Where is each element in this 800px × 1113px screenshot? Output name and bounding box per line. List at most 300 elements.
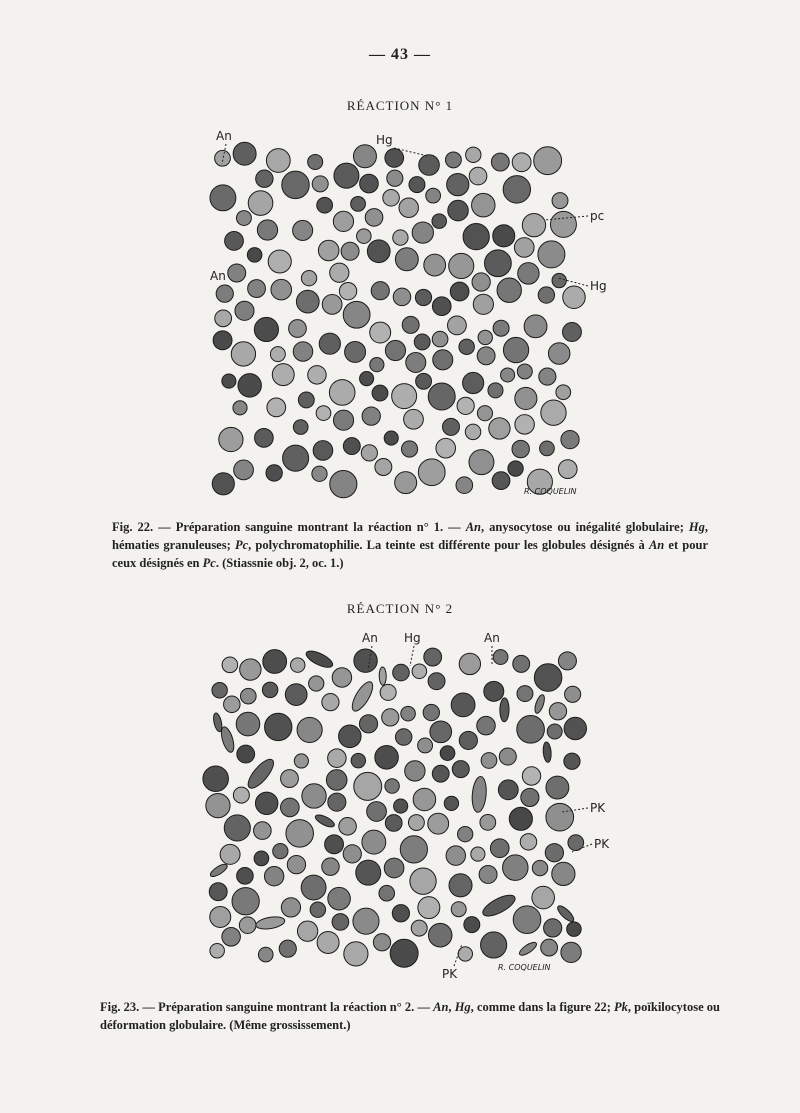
blood-cell bbox=[264, 867, 283, 886]
blood-cell bbox=[472, 273, 490, 291]
blood-cell bbox=[304, 648, 335, 671]
blood-cell bbox=[548, 343, 570, 365]
blood-cell bbox=[329, 380, 355, 406]
blood-cell bbox=[384, 858, 404, 878]
blood-cell bbox=[293, 342, 312, 361]
blood-cell bbox=[354, 649, 377, 672]
blood-cell bbox=[212, 712, 223, 732]
blood-cell bbox=[258, 947, 273, 962]
blood-cell bbox=[297, 717, 322, 742]
blood-cell bbox=[458, 947, 472, 961]
blood-cell bbox=[449, 874, 472, 897]
blood-cell bbox=[564, 717, 586, 739]
caption-text: , bbox=[448, 1000, 455, 1014]
blood-cell bbox=[206, 793, 230, 817]
blood-cell bbox=[312, 466, 327, 481]
blood-cell bbox=[238, 374, 261, 397]
blood-cell bbox=[372, 385, 388, 401]
blood-cell bbox=[406, 352, 426, 372]
blood-cell bbox=[385, 149, 404, 168]
blood-cell bbox=[236, 712, 260, 736]
blood-cell bbox=[446, 846, 465, 865]
figure-1-title: RÉACTION N° 1 bbox=[346, 98, 454, 113]
blood-cell bbox=[333, 211, 353, 231]
blood-cell bbox=[481, 753, 497, 769]
blood-cell bbox=[379, 667, 386, 685]
blood-cell bbox=[517, 686, 533, 702]
label-an-top-right: An bbox=[484, 631, 500, 645]
blood-cell bbox=[513, 655, 530, 672]
blood-cell bbox=[479, 865, 497, 883]
blood-cell bbox=[298, 392, 314, 408]
blood-cell bbox=[344, 942, 368, 966]
label-an-top: An bbox=[216, 129, 232, 143]
blood-cell bbox=[565, 686, 581, 702]
blood-cell bbox=[302, 784, 326, 808]
blood-cell bbox=[515, 387, 537, 409]
blood-cell bbox=[308, 154, 323, 169]
blood-cell bbox=[248, 280, 266, 298]
blood-cell bbox=[445, 152, 461, 168]
blood-cell bbox=[357, 229, 372, 244]
blood-cell bbox=[392, 905, 409, 922]
blood-cell bbox=[353, 145, 376, 168]
blood-cell bbox=[296, 290, 319, 313]
caption-text: — Préparation sanguine montrant la réaction n° 2. — bbox=[139, 1000, 434, 1014]
blood-cell bbox=[522, 213, 545, 236]
blood-cell bbox=[228, 264, 246, 282]
blood-cell bbox=[533, 694, 546, 715]
blood-cell bbox=[503, 855, 529, 881]
blood-cell bbox=[517, 364, 532, 379]
blood-cell bbox=[518, 940, 539, 957]
blood-cell bbox=[521, 788, 539, 806]
blood-cell bbox=[235, 301, 254, 320]
blood-cell bbox=[232, 888, 259, 915]
blood-cell bbox=[432, 297, 451, 316]
blood-cell bbox=[416, 373, 432, 389]
blood-cell bbox=[309, 676, 324, 691]
blood-cell bbox=[493, 650, 508, 665]
caption-abbr: An bbox=[648, 538, 665, 552]
blood-cell bbox=[268, 250, 291, 273]
blood-cell bbox=[399, 198, 418, 217]
blood-cell bbox=[384, 431, 398, 445]
blood-cell bbox=[256, 170, 273, 187]
blood-cell bbox=[393, 664, 410, 681]
blood-cell bbox=[452, 761, 469, 778]
blood-cell bbox=[477, 406, 492, 421]
blood-cell bbox=[471, 847, 485, 861]
blood-cell bbox=[237, 745, 255, 763]
blood-cell bbox=[428, 813, 449, 834]
blood-cell bbox=[330, 471, 357, 498]
caption-text: , hématies granuleuses; bbox=[112, 520, 708, 552]
caption-fig-number: Fig. 23. bbox=[100, 1000, 140, 1014]
blood-cell bbox=[522, 767, 540, 785]
blood-cell bbox=[449, 253, 474, 278]
figure-2-plate bbox=[200, 626, 620, 982]
blood-cell bbox=[410, 868, 436, 894]
blood-cell bbox=[473, 294, 493, 314]
blood-cell bbox=[547, 724, 562, 739]
blood-cell bbox=[498, 780, 518, 800]
figure-1-plate bbox=[208, 122, 608, 512]
caption-abbr: Pc bbox=[234, 538, 249, 552]
blood-cell bbox=[297, 921, 317, 941]
blood-cell bbox=[356, 860, 381, 885]
blood-cell bbox=[254, 822, 272, 840]
blood-cell bbox=[222, 374, 236, 388]
blood-cell bbox=[212, 683, 227, 698]
caption-fig-number: Fig. 22. bbox=[112, 520, 154, 534]
label-hg-top: Hg bbox=[376, 133, 393, 147]
blood-cell bbox=[375, 746, 399, 770]
blood-cell bbox=[222, 657, 238, 673]
blood-cell bbox=[426, 188, 441, 203]
blood-cell bbox=[325, 835, 344, 854]
blood-cell bbox=[222, 928, 241, 947]
blood-cell bbox=[330, 263, 349, 282]
blood-cell bbox=[328, 749, 347, 768]
blood-cell bbox=[393, 230, 408, 245]
blood-cell bbox=[385, 779, 399, 793]
blood-cell bbox=[552, 273, 566, 287]
blood-cell bbox=[457, 397, 474, 414]
blood-cell bbox=[318, 240, 339, 261]
blood-cell bbox=[267, 398, 286, 417]
blood-cell bbox=[334, 163, 359, 188]
blood-cell bbox=[255, 915, 286, 931]
blood-cell bbox=[540, 441, 555, 456]
blood-cell bbox=[266, 149, 290, 173]
label-an-left: An bbox=[210, 269, 226, 283]
blood-cell bbox=[428, 673, 445, 690]
blood-cell bbox=[237, 868, 254, 885]
blood-cell bbox=[213, 331, 232, 350]
caption-abbr: Pk bbox=[614, 1000, 628, 1014]
blood-cell bbox=[326, 770, 347, 791]
blood-cell bbox=[360, 372, 374, 386]
blood-cell bbox=[395, 248, 418, 271]
blood-cell bbox=[359, 715, 377, 733]
blood-cell bbox=[283, 445, 309, 471]
blood-cell bbox=[432, 331, 448, 347]
blood-cell bbox=[459, 731, 477, 749]
blood-cell bbox=[499, 748, 516, 765]
blood-cell bbox=[210, 943, 225, 958]
blood-cell bbox=[440, 746, 455, 761]
blood-cell bbox=[233, 142, 256, 165]
blood-cell bbox=[322, 294, 342, 314]
blood-cell bbox=[322, 858, 340, 876]
blood-cell bbox=[225, 232, 244, 251]
caption-text: et pour ceux désignés en bbox=[112, 538, 709, 570]
blood-cell bbox=[263, 650, 287, 674]
blood-cell bbox=[257, 220, 277, 240]
blood-cell bbox=[219, 427, 243, 451]
blood-cell bbox=[395, 729, 412, 746]
blood-cell bbox=[558, 460, 577, 479]
caption-text: , polychromatophilie. La teinte est différente pour les globules désignés à bbox=[248, 538, 649, 552]
blood-cell bbox=[231, 342, 255, 366]
blood-cell bbox=[281, 798, 300, 817]
blood-cell bbox=[333, 410, 353, 430]
blood-cell bbox=[538, 241, 565, 268]
blood-cell bbox=[289, 320, 307, 338]
blood-cell bbox=[532, 886, 555, 909]
blood-cell bbox=[477, 716, 496, 735]
blood-cell bbox=[518, 263, 539, 284]
blood-cell bbox=[545, 844, 563, 862]
blood-cell bbox=[382, 709, 399, 726]
blood-cell bbox=[514, 238, 534, 258]
blood-cell bbox=[562, 323, 581, 342]
blood-cell bbox=[501, 368, 515, 382]
blood-cell bbox=[240, 659, 261, 680]
blood-cell bbox=[497, 278, 521, 302]
label-pk-bottom: PK bbox=[442, 967, 458, 981]
blood-cell bbox=[448, 200, 469, 221]
blood-cell bbox=[465, 424, 480, 439]
blood-cell bbox=[272, 364, 294, 386]
blood-cell bbox=[512, 153, 531, 172]
label-pk-2: PK bbox=[594, 837, 610, 851]
blood-cell bbox=[477, 347, 495, 365]
blood-cell bbox=[442, 418, 459, 435]
blood-cell bbox=[450, 282, 469, 301]
blood-cell bbox=[472, 193, 496, 217]
blood-cell bbox=[390, 939, 418, 967]
blood-cell bbox=[285, 684, 307, 706]
blood-cell bbox=[247, 248, 262, 263]
blood-cell bbox=[220, 844, 240, 864]
blood-cell bbox=[215, 310, 232, 327]
blood-cell bbox=[286, 820, 314, 848]
caption-abbr: An bbox=[433, 1000, 449, 1014]
blood-cell bbox=[401, 706, 416, 721]
blood-cell bbox=[411, 920, 427, 936]
blood-cell bbox=[550, 211, 576, 237]
blood-cell bbox=[409, 177, 425, 193]
blood-cell bbox=[312, 176, 328, 192]
blood-cell bbox=[436, 438, 456, 458]
blood-cell bbox=[488, 383, 503, 398]
blood-cell bbox=[517, 716, 545, 744]
blood-cell bbox=[375, 459, 392, 476]
blood-cell bbox=[273, 843, 288, 858]
blood-cell bbox=[520, 834, 537, 851]
blood-cell bbox=[447, 174, 469, 196]
blood-cell bbox=[362, 407, 380, 425]
blood-cell bbox=[343, 845, 361, 863]
blood-cell bbox=[360, 174, 379, 193]
blood-cell bbox=[385, 815, 402, 832]
blood-cell bbox=[561, 942, 581, 962]
blood-cell bbox=[400, 836, 427, 863]
blood-cell bbox=[480, 814, 496, 830]
blood-cell bbox=[341, 242, 359, 260]
label-hg-top: Hg bbox=[404, 631, 421, 645]
blood-cell bbox=[493, 320, 509, 336]
blood-cell bbox=[317, 197, 333, 213]
blood-cell bbox=[532, 860, 547, 875]
blood-cell bbox=[301, 270, 316, 285]
caption-text: . (Stiassnie obj. 2, oc. 1.) bbox=[215, 556, 344, 570]
blood-cell bbox=[546, 776, 569, 799]
blood-cell bbox=[254, 317, 278, 341]
blood-cell bbox=[380, 684, 396, 700]
label-pc: pc bbox=[590, 209, 605, 223]
blood-cell bbox=[209, 883, 227, 901]
blood-cell bbox=[542, 742, 552, 763]
blood-cell bbox=[414, 334, 430, 350]
blood-cell bbox=[271, 279, 292, 300]
blood-cell bbox=[558, 652, 576, 670]
blood-cell bbox=[492, 472, 510, 490]
blood-cell bbox=[484, 250, 511, 277]
caption-abbr: Hg bbox=[688, 520, 705, 534]
blood-cell bbox=[500, 698, 510, 722]
blood-cell bbox=[444, 796, 458, 810]
caption-abbr: Hg bbox=[454, 1000, 471, 1014]
blood-cell bbox=[314, 813, 336, 830]
blood-cell bbox=[240, 688, 256, 704]
blood-cell bbox=[524, 315, 547, 338]
blood-cell bbox=[351, 753, 365, 767]
blood-cell bbox=[459, 339, 474, 354]
blood-cell bbox=[418, 897, 440, 919]
blood-cell bbox=[310, 902, 325, 917]
figure-2-caption bbox=[100, 998, 720, 1034]
caption-text: — Préparation sanguine montrant la réaction n° 1. — bbox=[153, 520, 466, 534]
blood-cell bbox=[451, 693, 475, 717]
blood-cell bbox=[255, 429, 274, 448]
figure-2-title: RÉACTION N° 2 bbox=[346, 601, 454, 616]
blood-cell bbox=[343, 301, 370, 328]
blood-cell bbox=[432, 765, 449, 782]
blood-cell bbox=[428, 923, 452, 947]
blood-cell bbox=[279, 940, 296, 957]
blood-cell bbox=[348, 679, 376, 714]
caption-abbr: An bbox=[465, 520, 481, 534]
blood-cell bbox=[478, 330, 492, 344]
blood-cell bbox=[287, 855, 305, 873]
blood-cell bbox=[402, 316, 419, 333]
blood-cell bbox=[332, 914, 349, 931]
blood-cell bbox=[379, 885, 395, 901]
blood-cell bbox=[322, 694, 339, 711]
blood-cell bbox=[546, 803, 574, 831]
blood-cell bbox=[428, 383, 455, 410]
blood-cell bbox=[224, 696, 241, 713]
blood-cell bbox=[351, 196, 366, 211]
blood-cell bbox=[541, 939, 558, 956]
blood-cell bbox=[383, 190, 400, 207]
blood-cell bbox=[266, 465, 282, 481]
blood-cell bbox=[387, 170, 403, 186]
blood-cell bbox=[515, 415, 534, 434]
blood-cell bbox=[458, 826, 473, 841]
blood-cell bbox=[270, 347, 285, 362]
blood-cell bbox=[484, 681, 504, 701]
caption-text: , poïkilocytose ou déformation globulaire. (Même grossissement.) bbox=[100, 1000, 720, 1032]
blood-cell bbox=[282, 171, 310, 199]
blood-cell bbox=[480, 891, 518, 920]
blood-cell bbox=[418, 459, 445, 486]
blood-cell bbox=[203, 766, 229, 792]
blood-cell bbox=[209, 862, 229, 879]
blood-cell bbox=[339, 818, 357, 836]
blood-cell bbox=[481, 932, 507, 958]
blood-cell bbox=[424, 648, 442, 666]
blood-cell bbox=[233, 401, 247, 415]
blood-cell bbox=[463, 224, 489, 250]
blood-cell bbox=[212, 473, 234, 495]
blood-cell bbox=[236, 211, 251, 226]
blood-cell bbox=[466, 147, 481, 162]
blood-cell bbox=[367, 802, 387, 822]
blood-cell bbox=[433, 350, 453, 370]
blood-cell bbox=[394, 799, 408, 813]
blood-cell bbox=[405, 761, 425, 781]
blood-cell bbox=[393, 288, 411, 306]
caption-text: , anysocytose ou inégalité globulaire; bbox=[481, 520, 689, 534]
blood-cell bbox=[451, 902, 466, 917]
blood-cell bbox=[541, 400, 566, 425]
blood-cell bbox=[301, 875, 326, 900]
artist-signature: R. COQUELIN bbox=[498, 963, 551, 972]
blood-cell bbox=[317, 931, 339, 953]
blood-cell bbox=[549, 703, 566, 720]
blood-cell bbox=[255, 792, 277, 814]
blood-cell bbox=[354, 772, 382, 800]
blood-cell bbox=[254, 851, 269, 866]
blood-cell bbox=[503, 176, 530, 203]
blood-cell bbox=[418, 738, 433, 753]
blood-cell bbox=[281, 898, 300, 917]
blood-cell bbox=[210, 906, 231, 927]
blood-cell bbox=[469, 167, 487, 185]
blood-cell bbox=[556, 385, 571, 400]
blood-cell bbox=[464, 917, 480, 933]
blood-cell bbox=[404, 409, 424, 429]
blood-cell bbox=[362, 830, 386, 854]
blood-cell bbox=[493, 225, 515, 247]
blood-cell bbox=[210, 185, 236, 211]
blood-cell bbox=[534, 147, 562, 175]
label-hg-right: Hg bbox=[590, 279, 607, 293]
blood-cell bbox=[419, 155, 440, 176]
blood-cell bbox=[313, 441, 333, 461]
blood-cell bbox=[513, 906, 541, 934]
blood-cell bbox=[430, 721, 452, 743]
caption-abbr: Pc bbox=[202, 556, 216, 570]
blood-cell bbox=[538, 287, 554, 303]
blood-cell bbox=[281, 770, 299, 788]
blood-cell bbox=[293, 420, 308, 435]
blood-cell bbox=[233, 787, 249, 803]
blood-cell bbox=[248, 191, 273, 216]
blood-cell bbox=[290, 658, 304, 672]
blood-cell bbox=[370, 358, 384, 372]
blood-cell bbox=[371, 282, 389, 300]
blood-cell bbox=[456, 477, 473, 494]
blood-cell bbox=[539, 368, 556, 385]
blood-cell bbox=[568, 835, 584, 851]
blood-cell bbox=[294, 754, 308, 768]
blood-cell bbox=[262, 682, 277, 697]
